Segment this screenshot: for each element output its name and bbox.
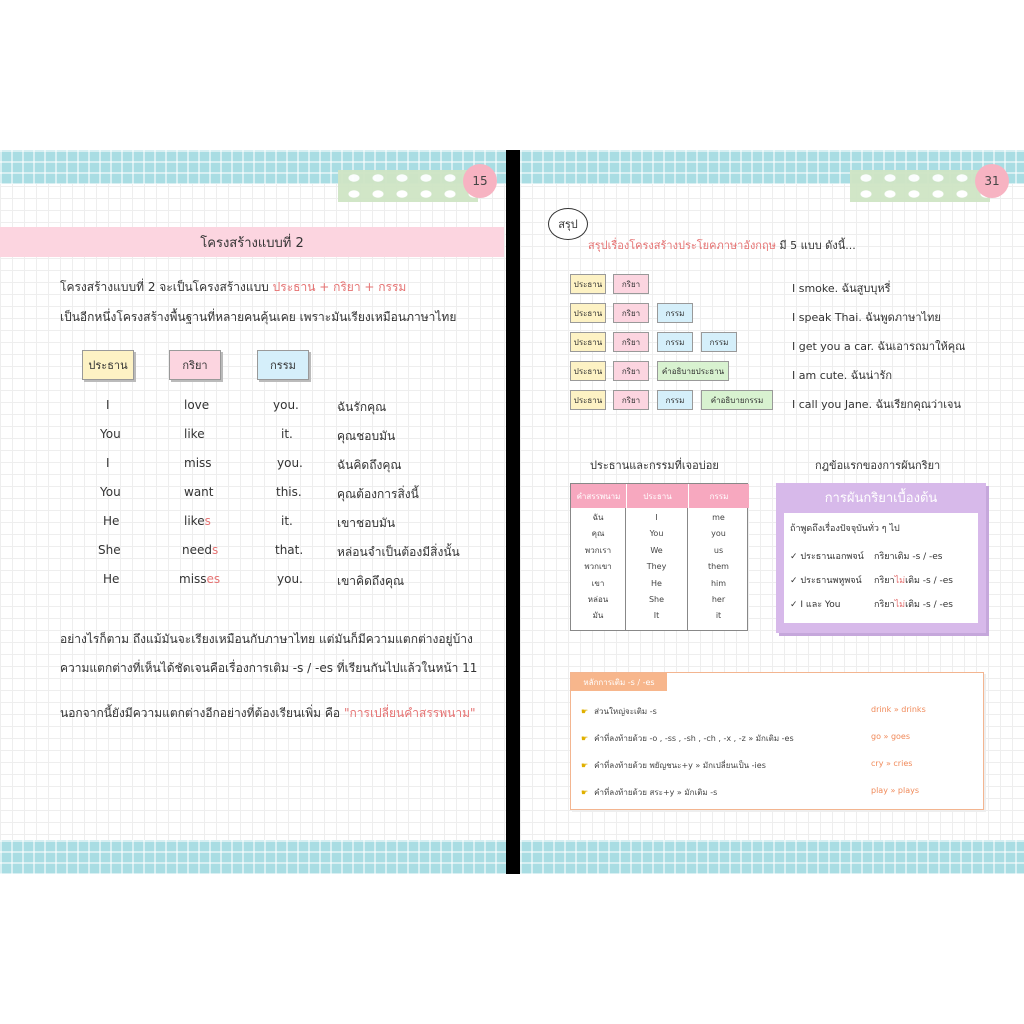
s-rule-example: play » plays (871, 786, 920, 795)
book-spine (506, 150, 520, 874)
rule-box-title: การผันกริยาเบื้องต้น (824, 491, 938, 506)
pronoun-table (570, 483, 748, 631)
pattern-box: ประธาน (570, 303, 606, 323)
pattern-sentence: I speak Thai. ฉันพูดภาษาไทย (792, 311, 941, 324)
page-number: 15 (463, 164, 497, 198)
rule-left: ✓ ประธานเอกพจน์ (790, 552, 864, 562)
section-header: โครงสร้างแบบที่ 2 (0, 227, 504, 257)
row-object: you. (277, 572, 303, 586)
row-verb: miss (184, 456, 212, 470)
row-verb: likes (184, 514, 211, 528)
pattern-box: กริยา (613, 303, 649, 323)
row-object: you. (277, 456, 303, 470)
pattern-box: กรรม (701, 332, 737, 352)
paragraph-3: นอกจากนี้ยังมีความแตกต่างอีกอย่างที่ต้องเรียนเพิ่ม คือ "การเปลี่ยนคำสรรพนาม" (60, 706, 476, 720)
row-verb: want (184, 485, 214, 499)
row-verb: needs (182, 543, 219, 557)
row-subject: I (106, 456, 110, 470)
pattern-box: ประธาน (570, 390, 606, 410)
pattern-box: กรรม (657, 332, 693, 352)
s-rule: ☛ คำที่ลงท้ายด้วย -o , -ss , -sh , -ch , -x , -z » มักเติม -es (581, 734, 794, 743)
row-thai: ฉันคิดถึงคุณ (337, 458, 402, 472)
pattern-sentence: I call you Jane. ฉันเรียกคุณว่าเจน (792, 398, 961, 411)
label-verb: กริยา (169, 350, 221, 380)
bottom-grid-band (0, 840, 506, 874)
s-es-tag: หลักการเติม -s / -es (571, 673, 667, 691)
row-verb: love (184, 398, 210, 412)
row-object: it. (281, 514, 293, 528)
row-verb: like (184, 427, 205, 441)
row-subject: He (103, 514, 120, 528)
page-number: 31 (975, 164, 1009, 198)
rule-intro: ถ้าพูดถึงเรื่องปัจจุบันทั่ว ๆ ไป (790, 524, 900, 534)
s-es-rules-box (570, 672, 984, 810)
rule-right: กริยาไม่เติม -s / -es (874, 576, 953, 586)
row-subject: She (98, 543, 121, 557)
row-subject: You (100, 427, 121, 441)
rule-right: กริยาเติม -s / -es (874, 552, 943, 562)
pattern-box: คำอธิบายกรรม (701, 390, 773, 410)
pattern-box: กรรม (657, 390, 693, 410)
row-thai: ฉันรักคุณ (337, 400, 387, 414)
s-rule-example: cry » cries (871, 759, 913, 768)
table-header: คำสรรพนาม (571, 484, 626, 508)
pattern-sentence: I smoke. ฉันสูบบุหรี่ (792, 282, 891, 295)
pattern-box: ประธาน (570, 274, 606, 294)
pointing-hand-icon: ☛ (581, 761, 589, 770)
summary-speech-bubble: สรุป (548, 208, 588, 240)
pattern-box: กริยา (613, 390, 649, 410)
label-object: กรรม (257, 350, 309, 380)
row-subject: He (103, 572, 120, 586)
washi-tape (850, 170, 990, 202)
bottom-grid-band (520, 840, 1024, 874)
pointing-hand-icon: ☛ (581, 788, 589, 797)
s-rule-example: drink » drinks (871, 705, 926, 714)
table-header: กรรม (688, 484, 749, 508)
pattern-sentence: I am cute. ฉันน่ารัก (792, 369, 893, 382)
s-rule: ☛ ส่วนใหญ่จะเติม -s (581, 707, 657, 716)
label-subject: ประธาน (82, 350, 134, 380)
row-thai: เขาชอบมัน (337, 516, 396, 530)
washi-tape (338, 170, 478, 202)
left-page (0, 150, 506, 874)
pattern-box: กรรม (657, 303, 693, 323)
row-object: it. (281, 427, 293, 441)
pattern-box: กริยา (613, 274, 649, 294)
row-subject: I (106, 398, 110, 412)
pattern-box: กริยา (613, 332, 649, 352)
table-header: ประธาน (626, 484, 688, 508)
pattern-box: ประธาน (570, 361, 606, 381)
intro-line-1: โครงสร้างแบบที่ 2 จะเป็นโครงสร้างแบบ ประธาน + กริยา + กรรม (60, 280, 407, 294)
paragraph-2: ความแตกต่างที่เห็นได้ชัดเจนคือเรื่องการเติม -s / -es ที่เรียนกันไปแล้วในหน้า 11 (60, 661, 478, 675)
pointing-hand-icon: ☛ (581, 734, 589, 743)
pronoun-table-title: ประธานและกรรมที่เจอบ่อย (590, 459, 719, 472)
pattern-box: กริยา (613, 361, 649, 381)
rule-left: ✓ ประธานพหูพจน์ (790, 576, 862, 586)
pattern-box: คำอธิบายประธาน (657, 361, 729, 381)
row-thai: คุณชอบมัน (337, 429, 396, 443)
s-rule: ☛ คำที่ลงท้ายด้วย สระ+y » มักเติม -s (581, 788, 718, 797)
s-rule: ☛ คำที่ลงท้ายด้วย พยัญชนะ+y » มักเปลี่ยนเป็น -ies (581, 761, 766, 770)
row-thai: หล่อนจำเป็นต้องมีสิ่งนั้น (337, 545, 460, 559)
verb-rule-box (776, 483, 986, 633)
row-thai: คุณต้องการสิ่งนี้ (337, 487, 419, 501)
row-object: that. (275, 543, 304, 557)
right-page (520, 150, 1024, 874)
rule-box-content (784, 513, 978, 623)
s-rule-example: go » goes (871, 732, 911, 741)
row-object: this. (276, 485, 302, 499)
row-object: you. (273, 398, 299, 412)
rule-heading: กฎข้อแรกของการผันกริยา (815, 459, 941, 472)
pattern-box: ประธาน (570, 332, 606, 352)
summary-title: สรุปเรื่องโครงสร้างประโยคภาษาอังกฤษ มี 5 แบบ ดังนี้... (588, 239, 856, 252)
row-thai: เขาคิดถึงคุณ (337, 574, 405, 588)
row-verb: misses (179, 572, 221, 586)
rule-right: กริยาไม่เติม -s / -es (874, 600, 953, 610)
table-column-subject: I You We They He She It (626, 508, 688, 631)
table-column-object: me you us them him her it (708, 513, 729, 621)
pattern-sentence: I get you a car. ฉันเอารถมาให้คุณ (792, 340, 966, 353)
table-column-thai: ฉัน คุณ พวกเรา พวกเขา เขา หล่อน มัน (571, 508, 626, 631)
row-subject: You (100, 485, 121, 499)
intro-line-2: เป็นอีกหนึ่งโครงสร้างพื้นฐานที่หลายคนคุ้นเคย เพราะมันเรียงเหมือนภาษาไทย (60, 310, 457, 324)
rule-left: ✓ I และ You (790, 600, 841, 610)
paragraph-1: อย่างไรก็ตาม ถึงแม้มันจะเรียงเหมือนกับภาษาไทย แต่มันก็มีความแตกต่างอยู่บ้าง (60, 632, 473, 646)
pointing-hand-icon: ☛ (581, 707, 589, 716)
